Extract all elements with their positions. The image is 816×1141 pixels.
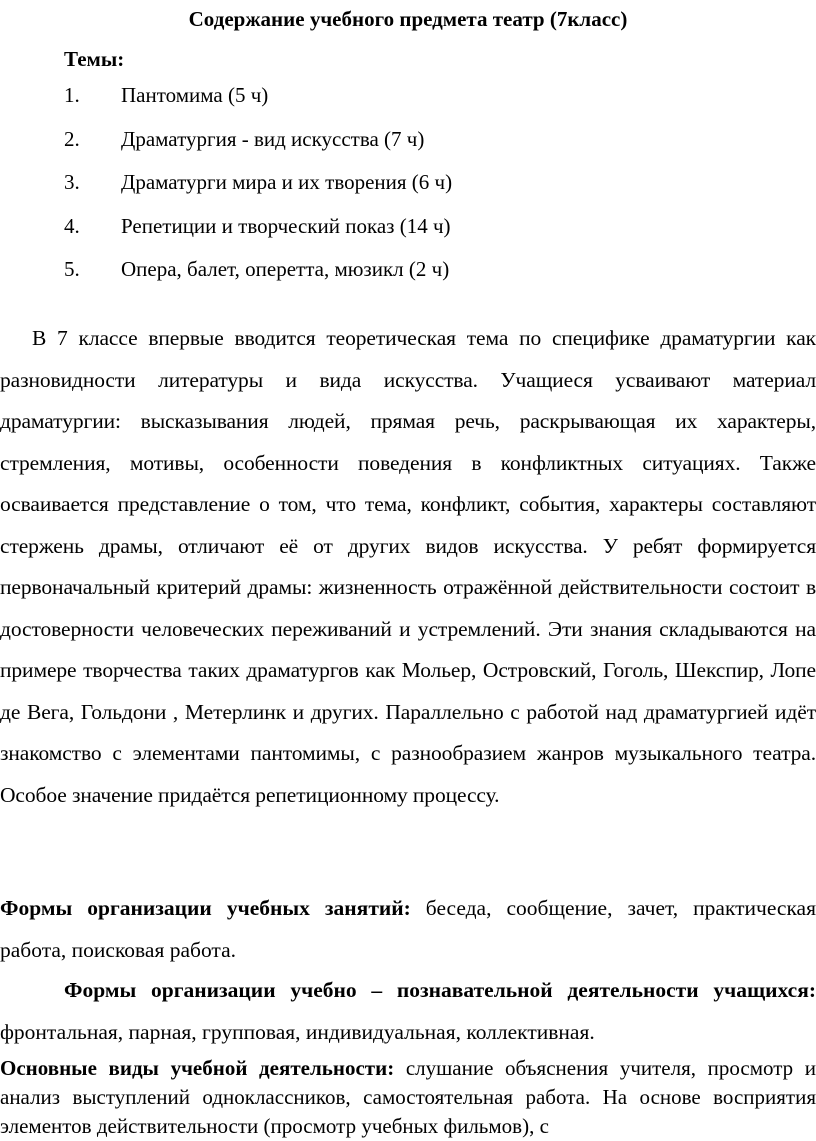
forms-lessons-label: Формы организации учебных занятий:: [0, 896, 411, 920]
list-item: [0, 211, 816, 255]
list-item: [0, 80, 816, 124]
list-item-text: Драматурги мира и их творения (6 ч): [121, 170, 453, 194]
list-item: [0, 254, 816, 298]
topics-label: Темы:: [64, 47, 125, 71]
main-activities-paragraph: [0, 1054, 816, 1141]
list-item: [0, 167, 816, 211]
list-item-number: 5.: [64, 257, 80, 281]
topic-list: [0, 80, 816, 298]
main-activities-label: Основные виды учебной деятельности:: [0, 1056, 395, 1080]
list-item-text: Драматургия - вид искусства (7 ч): [121, 126, 425, 151]
forms-lessons-text: беседа, сообщение, зачет, практическая работа, поисковая работа.: [0, 896, 816, 962]
list-item: [0, 124, 816, 168]
list-item-text: Опера, балет, оперетта, мюзикл (2 ч): [121, 257, 450, 281]
list-item-number: 3.: [64, 170, 80, 194]
forms-activity-label: Формы организации учебно – познавательной деятельности учащихся:: [64, 978, 816, 1002]
list-item-number: 4.: [64, 213, 80, 238]
forms-lessons-paragraph: [0, 888, 816, 971]
forms-activity-text: фронтальная, парная, групповая, индивидуальная, коллективная.: [0, 1019, 595, 1044]
main-activities-text: слушание объяснения учителя, просмотр и анализ выступлений одноклассников, самостоятельная работа. На основе восприятия элементов действительности (просмотр учебных фильмов), с: [0, 1056, 816, 1138]
list-item-text: Пантомима (5 ч): [121, 83, 269, 107]
list-item-number: 1.: [64, 83, 80, 107]
forms-activity-paragraph: [0, 970, 816, 1053]
main-paragraph: В 7 классе впервые вводится теоретическая тема по специфике драматургии как разновидности литературы и вида искусства. Учащиеся усваивают материал драматургии: высказывания людей, прямая речь, раскрывающая их характеры, стремления, мотивы, особенности поведения в конфликтных ситуациях. Также осваивается представление о том, что тема, конфликт, события, характеры составляют стержень драмы, отличают её от других видов искусства. У ребят формируется первоначальный критерий драмы: жизненность отражённой действительности состоит в достоверности человеческих переживаний и устремлений. Эти знания складываются на примере творчества таких драматургов как Мольер, Островский, Гоголь, Шекспир, Лопе де Вега, Гольдони , Метерлинк и других. Параллельно с работой над драматургией идёт знакомство с элементами пантомимы, с разнообразием жанров музыкального театра. Особое значение придаётся репетиционному процессу.: [0, 326, 816, 807]
list-item-number: 2.: [64, 126, 80, 151]
document-title: Содержание учебного предмета театр (7класс): [188, 7, 628, 31]
list-item-text: Репетиции и творческий показ (14 ч): [121, 213, 451, 238]
